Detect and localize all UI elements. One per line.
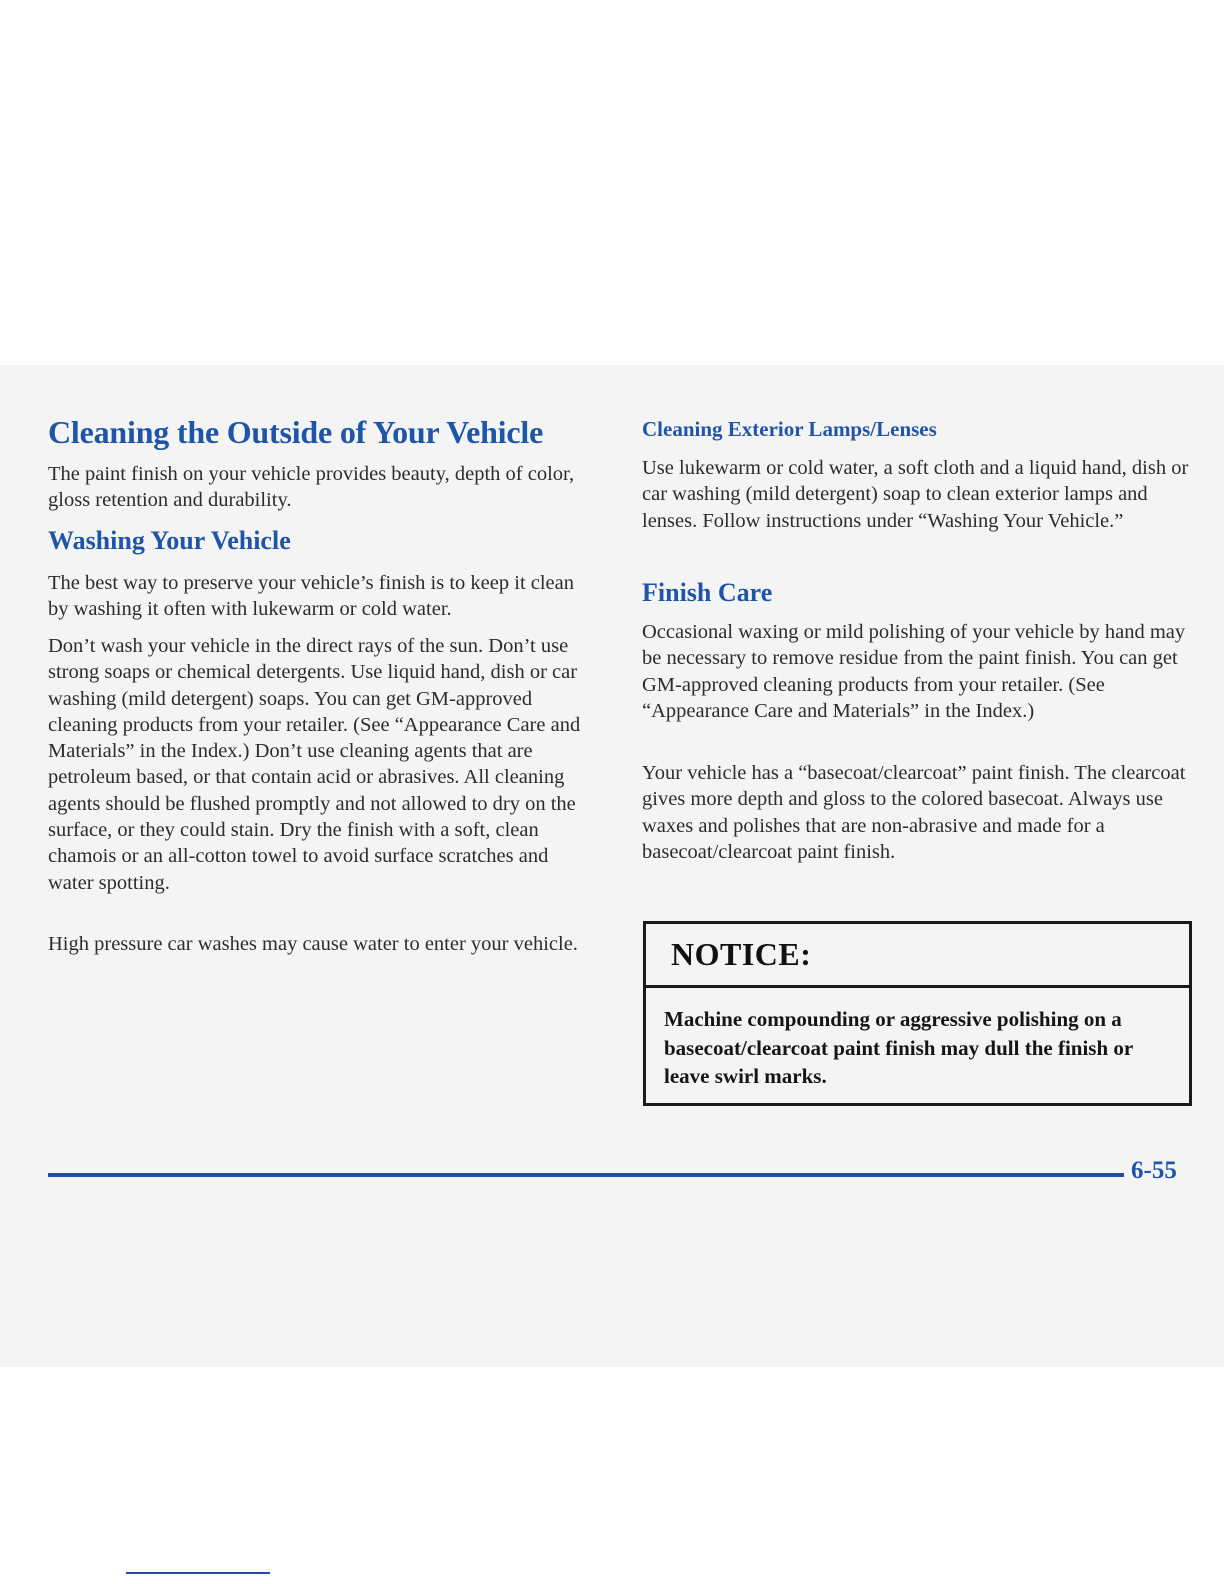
page-title: Cleaning the Outside of Your Vehicle: [48, 414, 544, 450]
notice-title: NOTICE:: [671, 936, 812, 972]
page-number: 6-55: [1131, 1157, 1177, 1184]
finish-care-paragraph-2: Your vehicle has a “basecoat/clearcoat” paint finish. The clearcoat gives more depth and gloss to the colored basecoat. Always use waxes and polishes that are non-abrasive and made for a basecoat/clearcoat paint finish.: [642, 762, 1186, 863]
bottom-link-underline: [126, 1572, 270, 1574]
lamps-paragraph: Use lukewarm or cold water, a soft cloth and a liquid hand, dish or car washing (mild detergent) soap to clean exterior lamps and lenses. Follow instructions under “Washing Your Vehicle.”: [642, 457, 1189, 532]
intro-paragraph: The paint finish on your vehicle provides beauty, depth of color, gloss retention and durability.: [48, 463, 575, 512]
washing-heading: Washing Your Vehicle: [48, 526, 291, 555]
washing-paragraph-3: High pressure car washes may cause water to enter your vehicle.: [48, 933, 578, 955]
finish-care-paragraph-1: Occasional waxing or mild polishing of your vehicle by hand may be necessary to remove residue from the paint finish. You can get GM-approved cleaning products from your retailer. (See “Appearance Care and Materials” in the Index.): [642, 621, 1186, 722]
notice-box: [643, 921, 1192, 1106]
washing-paragraph-2: Don’t wash your vehicle in the direct rays of the sun. Don’t use strong soaps or chemical detergents. Use liquid hand, dish or car washing (mild detergent) soaps. You can get GM-approved cleaning products from your retailer. (See “Appearance Care and Materials” in the Index.) Don’t use cleaning agents that are petroleum based, or that contain acid or abrasives. All cleaning agents should be flushed promptly and not allowed to dry on the surface, or they could stain. Dry the finish with a soft, clean chamois or an all-cotton towel to avoid surface scratches and water spotting.: [48, 635, 581, 894]
notice-header: [646, 924, 1189, 988]
footer-rule: [48, 1173, 1124, 1177]
finish-care-heading: Finish Care: [642, 578, 773, 607]
lamps-heading: Cleaning Exterior Lamps/Lenses: [642, 417, 937, 441]
washing-paragraph-1: The best way to preserve your vehicle’s finish is to keep it clean by washing it often with lukewarm or cold water.: [48, 572, 575, 621]
notice-text: Machine compounding or aggressive polishing on a basecoat/clearcoat paint finish may dull the finish or leave swirl marks.: [664, 1007, 1133, 1088]
